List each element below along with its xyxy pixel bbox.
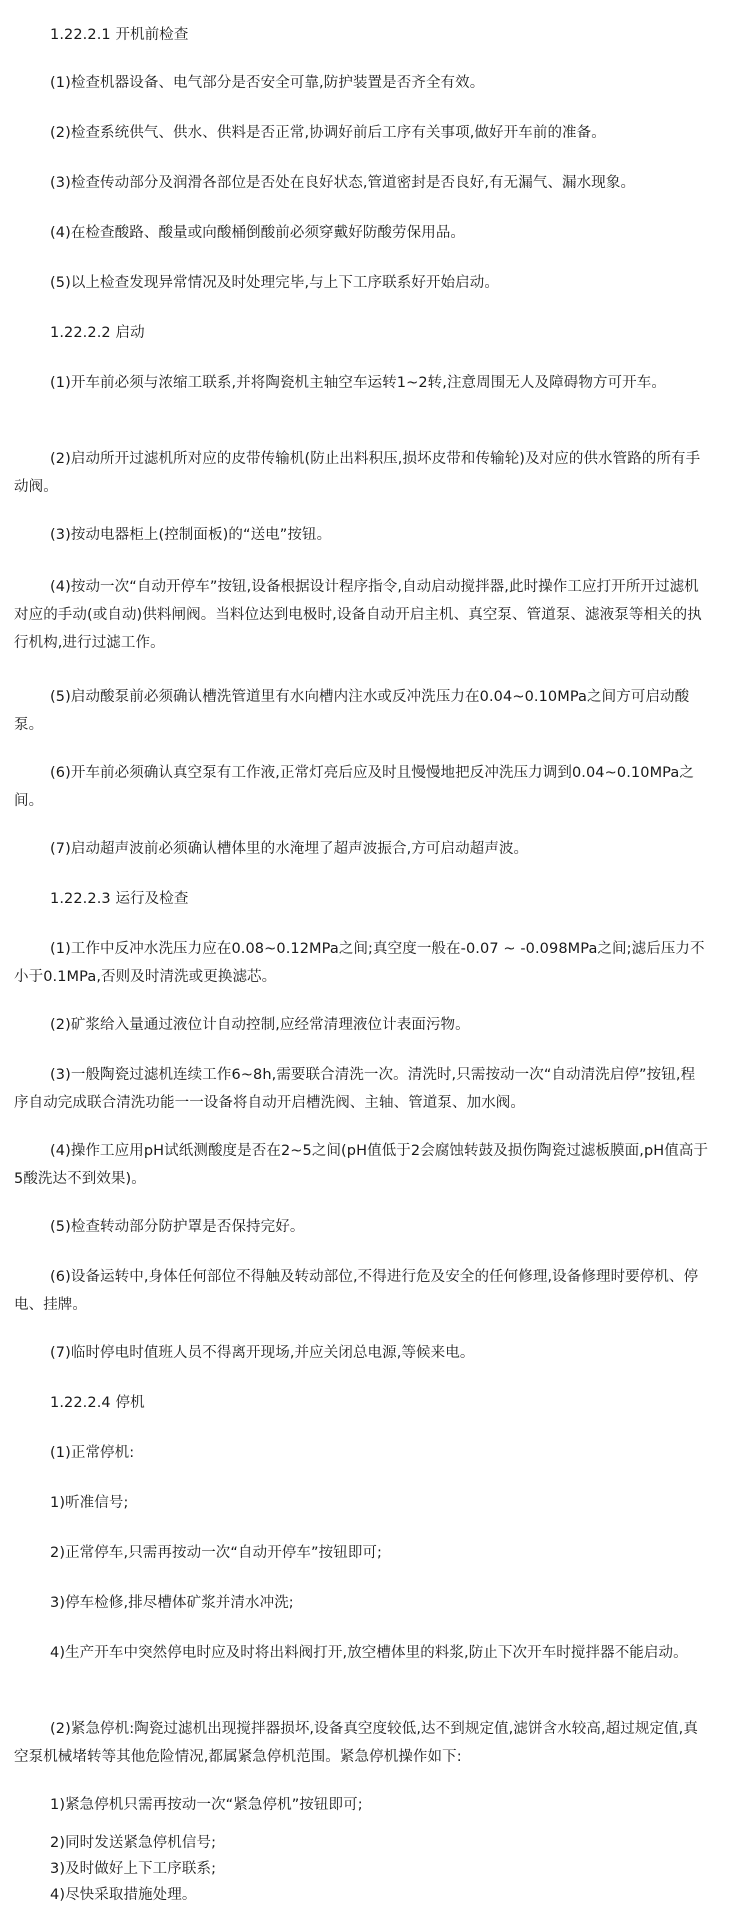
paragraph-start-6: (6)开车前必须确认真空泵有工作液,正常灯亮后应及时且慢慢地把反冲洗压力调到0.04~0.10MPa之间。 (14, 764, 694, 809)
paragraph-stop-emergency-1: 1)紧急停机只需再按动一次“紧急停机”按钮即可; (50, 1796, 363, 1813)
paragraph-run-4: (4)操作工应用pH试纸测酸度是否在2~5之间(pH值低于2会腐蚀转鼓及损伤陶瓷过滤板膜面,pH值高于5酸洗达不到效果)。 (14, 1142, 709, 1187)
paragraph-stop-normal-4: 4)生产开车中突然停电时应及时将出料阀打开,放空槽体里的料浆,防止下次开车时搅拌器不能启动。 (50, 1644, 688, 1661)
paragraph-stop-normal-1: 1)听准信号; (50, 1494, 129, 1511)
paragraph-check-2: (2)检查系统供气、供水、供料是否正常,协调好前后工序有关事项,做好开车前的准备。 (50, 124, 606, 141)
paragraph-start-5: (5)启动酸泵前必须确认槽洗管道里有水向槽内注水或反冲洗压力在0.04~0.10MPa之间方可启动酸泵。 (14, 688, 690, 733)
paragraph-run-2: (2)矿浆给入量通过液位计自动控制,应经常清理液位计表面污物。 (50, 1016, 470, 1033)
paragraph-stop-normal: (1)正常停机: (50, 1444, 135, 1461)
paragraph-start-3: (3)按动电器柜上(控制面板)的“送电”按钮。 (50, 526, 332, 543)
paragraph-run-6: (6)设备运转中,身体任何部位不得触及转动部位,不得进行危及安全的任何修理,设备修理时要停机、停电、挂牌。 (14, 1268, 699, 1313)
paragraph-start-2: (2)启动所开过滤机所对应的皮带传输机(防止出料积压,损坏皮带和传输轮)及对应的供水管路的所有手动阀。 (14, 450, 701, 495)
paragraph-start-4: (4)按动一次“自动开停车”按钮,设备根据设计程序指令,自动启动搅拌器,此时操作工应打开所开过滤机对应的手动(或自动)供料闸阀。当料位达到电极时,设备自动开启主机、真空泵、管道泵、滤液泵等相关的执行机构,进行过滤工作。 (14, 578, 702, 651)
heading-1-22-2-2: 1.22.2.2 启动 (50, 324, 145, 341)
paragraph-stop-normal-2: 2)正常停车,只需再按动一次“自动开停车”按钮即可; (50, 1544, 382, 1561)
paragraph-check-4: (4)在检查酸路、酸量或向酸桶倒酸前必须穿戴好防酸劳保用品。 (50, 224, 466, 241)
paragraph-stop-emergency-2: 2)同时发送紧急停机信号; (50, 1834, 217, 1851)
heading-1-22-2-1: 1.22.2.1 开机前检查 (50, 26, 189, 43)
paragraph-run-1: (1)工作中反冲水洗压力应在0.08~0.12MPa之间;真空度一般在-0.07 ~ -0.098MPa之间;滤后压力不小于0.1MPa,否则及时清洗或更换滤芯。 (14, 940, 705, 985)
paragraph-start-7: (7)启动超声波前必须确认槽体里的水淹埋了超声波振合,方可启动超声波。 (50, 840, 529, 857)
paragraph-stop-emergency-3: 3)及时做好上下工序联系; (50, 1860, 217, 1877)
paragraph-run-3: (3)一般陶瓷过滤机连续工作6~8h,需要联合清洗一次。清洗时,只需按动一次“自动清洗启停”按钮,程序自动完成联合清洗功能一一设备将自动开启槽洗阀、主轴、管道泵、加水阀。 (14, 1066, 696, 1111)
heading-1-22-2-3: 1.22.2.3 运行及检查 (50, 890, 189, 907)
paragraph-run-7: (7)临时停电时值班人员不得离开现场,并应关闭总电源,等候来电。 (50, 1344, 475, 1361)
paragraph-run-5: (5)检查转动部分防护罩是否保持完好。 (50, 1218, 305, 1235)
heading-1-22-2-4: 1.22.2.4 停机 (50, 1394, 145, 1411)
paragraph-stop-emergency: (2)紧急停机:陶瓷过滤机出现搅拌器损坏,设备真空度较低,达不到规定值,滤饼含水较高,超过规定值,真空泵机械堵转等其他危险情况,都属紧急停机范围。紧急停机操作如下: (14, 1720, 698, 1765)
paragraph-check-3: (3)检查传动部分及润滑各部位是否处在良好状态,管道密封是否良好,有无漏气、漏水现象。 (50, 174, 636, 191)
paragraph-check-1: (1)检查机器设备、电气部分是否安全可靠,防护装置是否齐全有效。 (50, 74, 485, 91)
paragraph-stop-normal-3: 3)停车检修,排尽槽体矿浆并清水冲洗; (50, 1594, 294, 1611)
paragraph-check-5: (5)以上检查发现异常情况及时处理完毕,与上下工序联系好开始启动。 (50, 274, 499, 291)
paragraph-start-1: (1)开车前必须与浓缩工联系,并将陶瓷机主轴空车运转1~2转,注意周围无人及障碍物方可开车。 (50, 374, 666, 391)
paragraph-stop-emergency-4: 4)尽快采取措施处理。 (50, 1886, 197, 1903)
